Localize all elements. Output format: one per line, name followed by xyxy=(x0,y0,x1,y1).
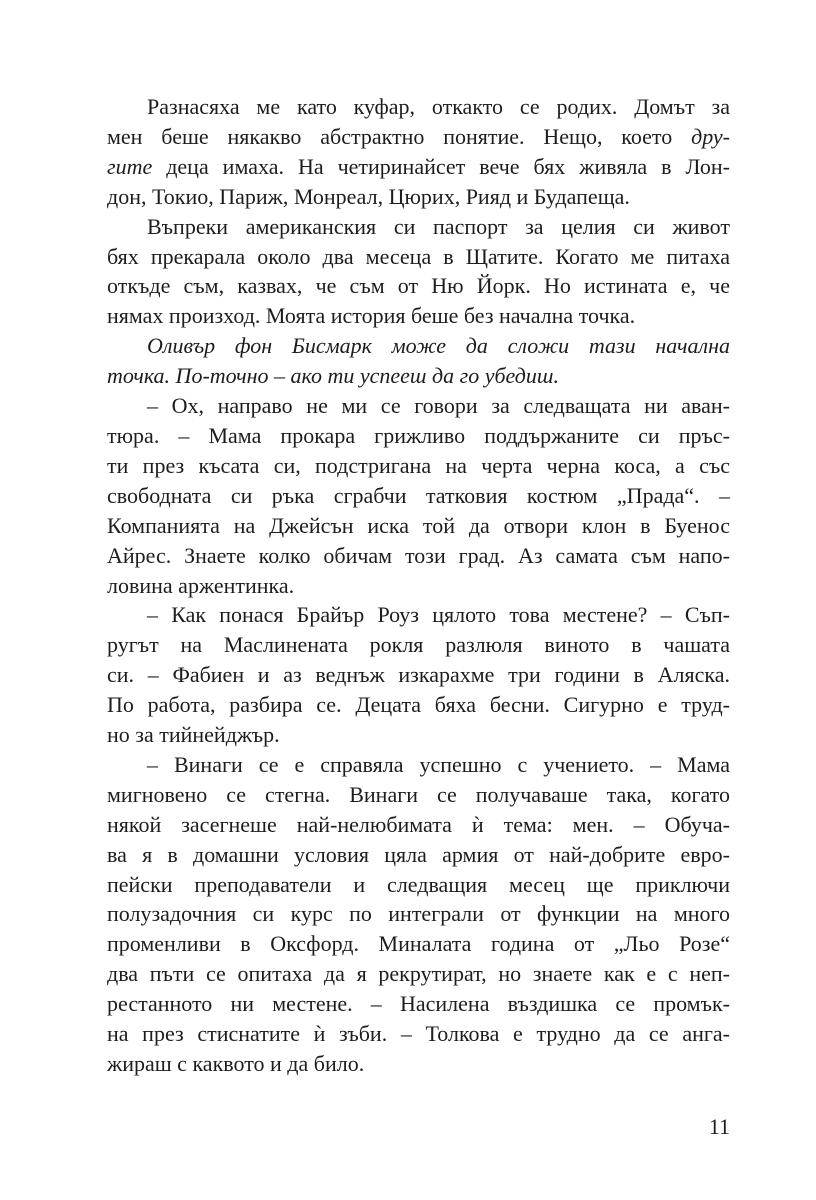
text-line xyxy=(107,929,730,959)
text-line xyxy=(107,481,730,511)
text-line xyxy=(107,421,730,451)
text-line xyxy=(107,271,730,301)
text-segment: жираш с каквото и да било. xyxy=(107,1051,365,1076)
text-line xyxy=(107,690,730,720)
text-line xyxy=(107,541,730,571)
text-line xyxy=(107,780,730,810)
text-segment: на през стиснатите ѝ зъби. – Толкова е трудно да се анга- xyxy=(107,1021,730,1047)
text-segment: рестанното ни местене. – Насилена въздишка се промък- xyxy=(107,991,730,1017)
text-segment: точка. По-точно – ако ти успееш да го убедиш. xyxy=(107,363,559,389)
page-number: 11 xyxy=(708,1114,730,1139)
text-segment: ругът на Маслинената рокля разлюля виното в чашата xyxy=(107,632,730,658)
text-segment: мигновено се стегна. Винаги се получаваше така, когато xyxy=(107,781,730,807)
text-segment: полузадочния си курс по интеграли от функции на много xyxy=(107,901,730,927)
text-segment: два пъти се опитаха да я рекрутират, но знаете как е с неп- xyxy=(107,961,730,987)
text-line xyxy=(107,331,730,361)
text-segment: нямах произход. Моята история беше без начална точка. xyxy=(107,303,636,329)
text-line xyxy=(107,361,730,391)
text-line xyxy=(107,451,730,481)
text-segment: Въпреки американския си паспорт за целия си живот xyxy=(147,213,730,239)
text-line xyxy=(107,630,730,660)
text-line xyxy=(107,122,730,152)
text-segment: пейски преподаватели и следващия месец ще приключи xyxy=(107,871,730,897)
text-segment: По работа, разбира се. Децата бяха бесни. Сигурно е труд- xyxy=(107,692,730,718)
text-line xyxy=(107,242,730,272)
text-line xyxy=(107,959,730,989)
text-line xyxy=(107,1019,730,1049)
text-line xyxy=(107,989,730,1019)
text-segment-italic: гите xyxy=(107,153,153,179)
text-block xyxy=(107,92,730,1079)
text-segment: някой засегнеше най-нелюбимата ѝ тема: мен. – Обуча- xyxy=(107,811,730,837)
text-line xyxy=(107,1049,730,1079)
text-segment: – Винаги се е справяла успешно с учението. – Мама xyxy=(147,751,730,777)
text-segment: Айрес. Знаете колко обичам този град. Аз самата съм напо- xyxy=(107,542,730,568)
text-segment: променливи в Оксфорд. Миналата година от „Льо Розе“ xyxy=(107,931,730,957)
text-line xyxy=(107,92,730,122)
text-segment: – Ох, направо не ми се говори за следващата ни аван- xyxy=(147,393,730,419)
text-line xyxy=(107,301,730,331)
text-segment: – Как понася Брайър Роуз цялото това местене? – Съп- xyxy=(147,602,730,628)
text-segment: Разнасяха ме като куфар, откакто се родих. Домът за xyxy=(147,94,730,119)
text-segment: ловина аржентинка. xyxy=(107,572,295,598)
text-line xyxy=(107,600,730,630)
text-line xyxy=(107,511,730,541)
text-segment: Оливър фон Бисмарк може да сложи тази начална xyxy=(147,333,730,359)
text-segment: но за тийнейджър. xyxy=(107,722,280,748)
text-segment: откъде съм, казвах, че съм от Ню Йорк. Но истината е, че xyxy=(107,273,730,299)
text-line xyxy=(107,212,730,242)
text-line xyxy=(107,840,730,870)
text-line xyxy=(107,182,730,212)
text-segment: си. – Фабиен и аз веднъж изкарахме три години в Аляска. xyxy=(107,662,730,688)
text-segment: Компанията на Джейсън иска той да отвори клон в Буенос xyxy=(107,512,730,538)
text-line xyxy=(107,899,730,929)
text-segment: мен беше някакво абстрактно понятие. Нещо, което xyxy=(107,123,692,149)
text-line xyxy=(107,810,730,840)
text-line xyxy=(107,571,730,601)
text-line xyxy=(107,720,730,750)
text-segment: свободната си ръка сграбчи татковия костюм „Прада“. – xyxy=(107,482,730,508)
text-segment: дон, Токио, Париж, Монреал, Цюрих, Рияд и Будапеща. xyxy=(107,183,630,209)
text-line xyxy=(107,391,730,421)
text-line xyxy=(107,870,730,900)
text-segment: ти през късата си, подстригана на черта черна коса, а със xyxy=(107,452,730,478)
text-segment: бях прекарала около два месеца в Щатите. Когато ме питаха xyxy=(107,243,730,269)
text-line xyxy=(107,660,730,690)
text-segment: тюра. – Мама прокара грижливо поддържаните си пръс- xyxy=(107,422,730,448)
text-line xyxy=(107,750,730,780)
text-segment: деца имаха. На четиринайсет вече бях живяла в Лон- xyxy=(152,153,730,179)
text-line xyxy=(107,152,730,182)
text-segment-italic: дру- xyxy=(691,123,730,149)
text-segment: ва я в домашни условия цяла армия от най-добрите евро- xyxy=(107,841,730,867)
